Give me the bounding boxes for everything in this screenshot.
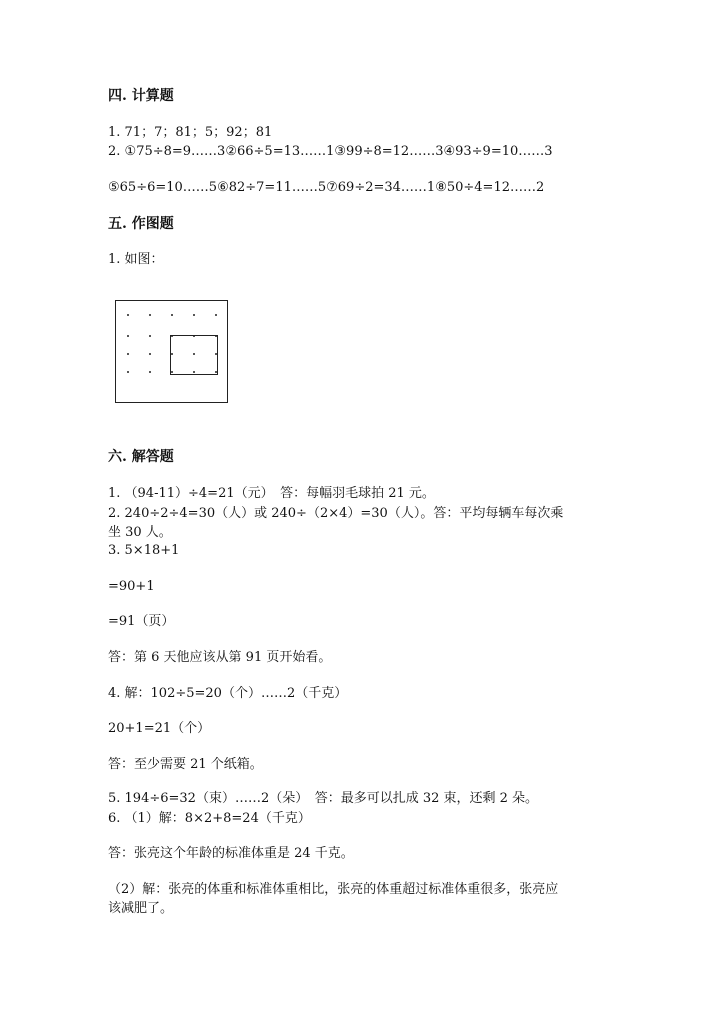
answer-line: 坐 30 人。	[108, 525, 172, 540]
drawn-rectangle	[170, 335, 218, 375]
grid-dot	[171, 335, 173, 337]
grid-dot	[127, 335, 129, 337]
answer-line: 3. 5×18+1	[108, 543, 180, 558]
grid-dot	[215, 353, 217, 355]
grid-dot	[193, 353, 195, 355]
dot-grid-figure	[115, 300, 228, 403]
grid-dot	[149, 335, 151, 337]
section-4-heading: 四. 计算题	[108, 88, 174, 104]
answer-line: 2. ①75÷8=9……3②66÷5=13……1③99÷8=12……3④93÷9=10……3	[108, 144, 553, 159]
grid-dot	[149, 353, 151, 355]
answer-line: 6. （1）解：8×2+8=24（千克）	[108, 811, 311, 826]
answer-line: 1. （94-11）÷4=21（元） 答：每幅羽毛球拍 21 元。	[108, 486, 435, 501]
grid-dot	[215, 314, 217, 316]
grid-dot	[193, 314, 195, 316]
answer-line: 答：至少需要 21 个纸箱。	[108, 757, 263, 772]
grid-dot	[171, 371, 173, 373]
grid-dot	[149, 314, 151, 316]
answer-line: =90+1	[108, 579, 155, 594]
section-6-heading: 六. 解答题	[108, 449, 174, 465]
answer-line: （2）解：张亮的体重和标准体重相比，张亮的体重超过标准体重很多，张亮应	[108, 882, 559, 897]
grid-dot	[215, 335, 217, 337]
answer-line: 1. 如图：	[108, 252, 164, 267]
answer-line: =91（页）	[108, 614, 175, 629]
answer-line: 该减肥了。	[108, 901, 174, 916]
grid-dot	[171, 353, 173, 355]
answer-line: 4. 解：102÷5=20（个）……2（千克）	[108, 686, 348, 701]
grid-dot	[149, 371, 151, 373]
grid-dot	[127, 371, 129, 373]
grid-dot	[193, 371, 195, 373]
grid-dot	[193, 335, 195, 337]
answer-line: 5. 194÷6=32（束）……2（朵） 答：最多可以扎成 32 束，还剩 2 朵。	[108, 791, 539, 806]
answer-line: ⑤65÷6=10……5⑥82÷7=11……5⑦69÷2=34……1⑧50÷4=12……2	[108, 180, 545, 195]
grid-dot	[127, 314, 129, 316]
answer-line: 答：张亮这个年龄的标准体重是 24 千克。	[108, 846, 354, 861]
answer-line: 答：第 6 天他应该从第 91 页开始看。	[108, 650, 332, 665]
answer-line: 2. 240÷2÷4=30（人）或 240÷（2×4）=30（人）。答：平均每辆车每次乘	[108, 506, 564, 521]
answer-line: 1. 71；7；81；5；92；81	[108, 125, 273, 140]
grid-dot	[215, 371, 217, 373]
section-5-heading: 五. 作图题	[108, 216, 174, 232]
answer-line: 20+1=21（个）	[108, 721, 211, 736]
grid-dot	[127, 353, 129, 355]
grid-dot	[171, 314, 173, 316]
